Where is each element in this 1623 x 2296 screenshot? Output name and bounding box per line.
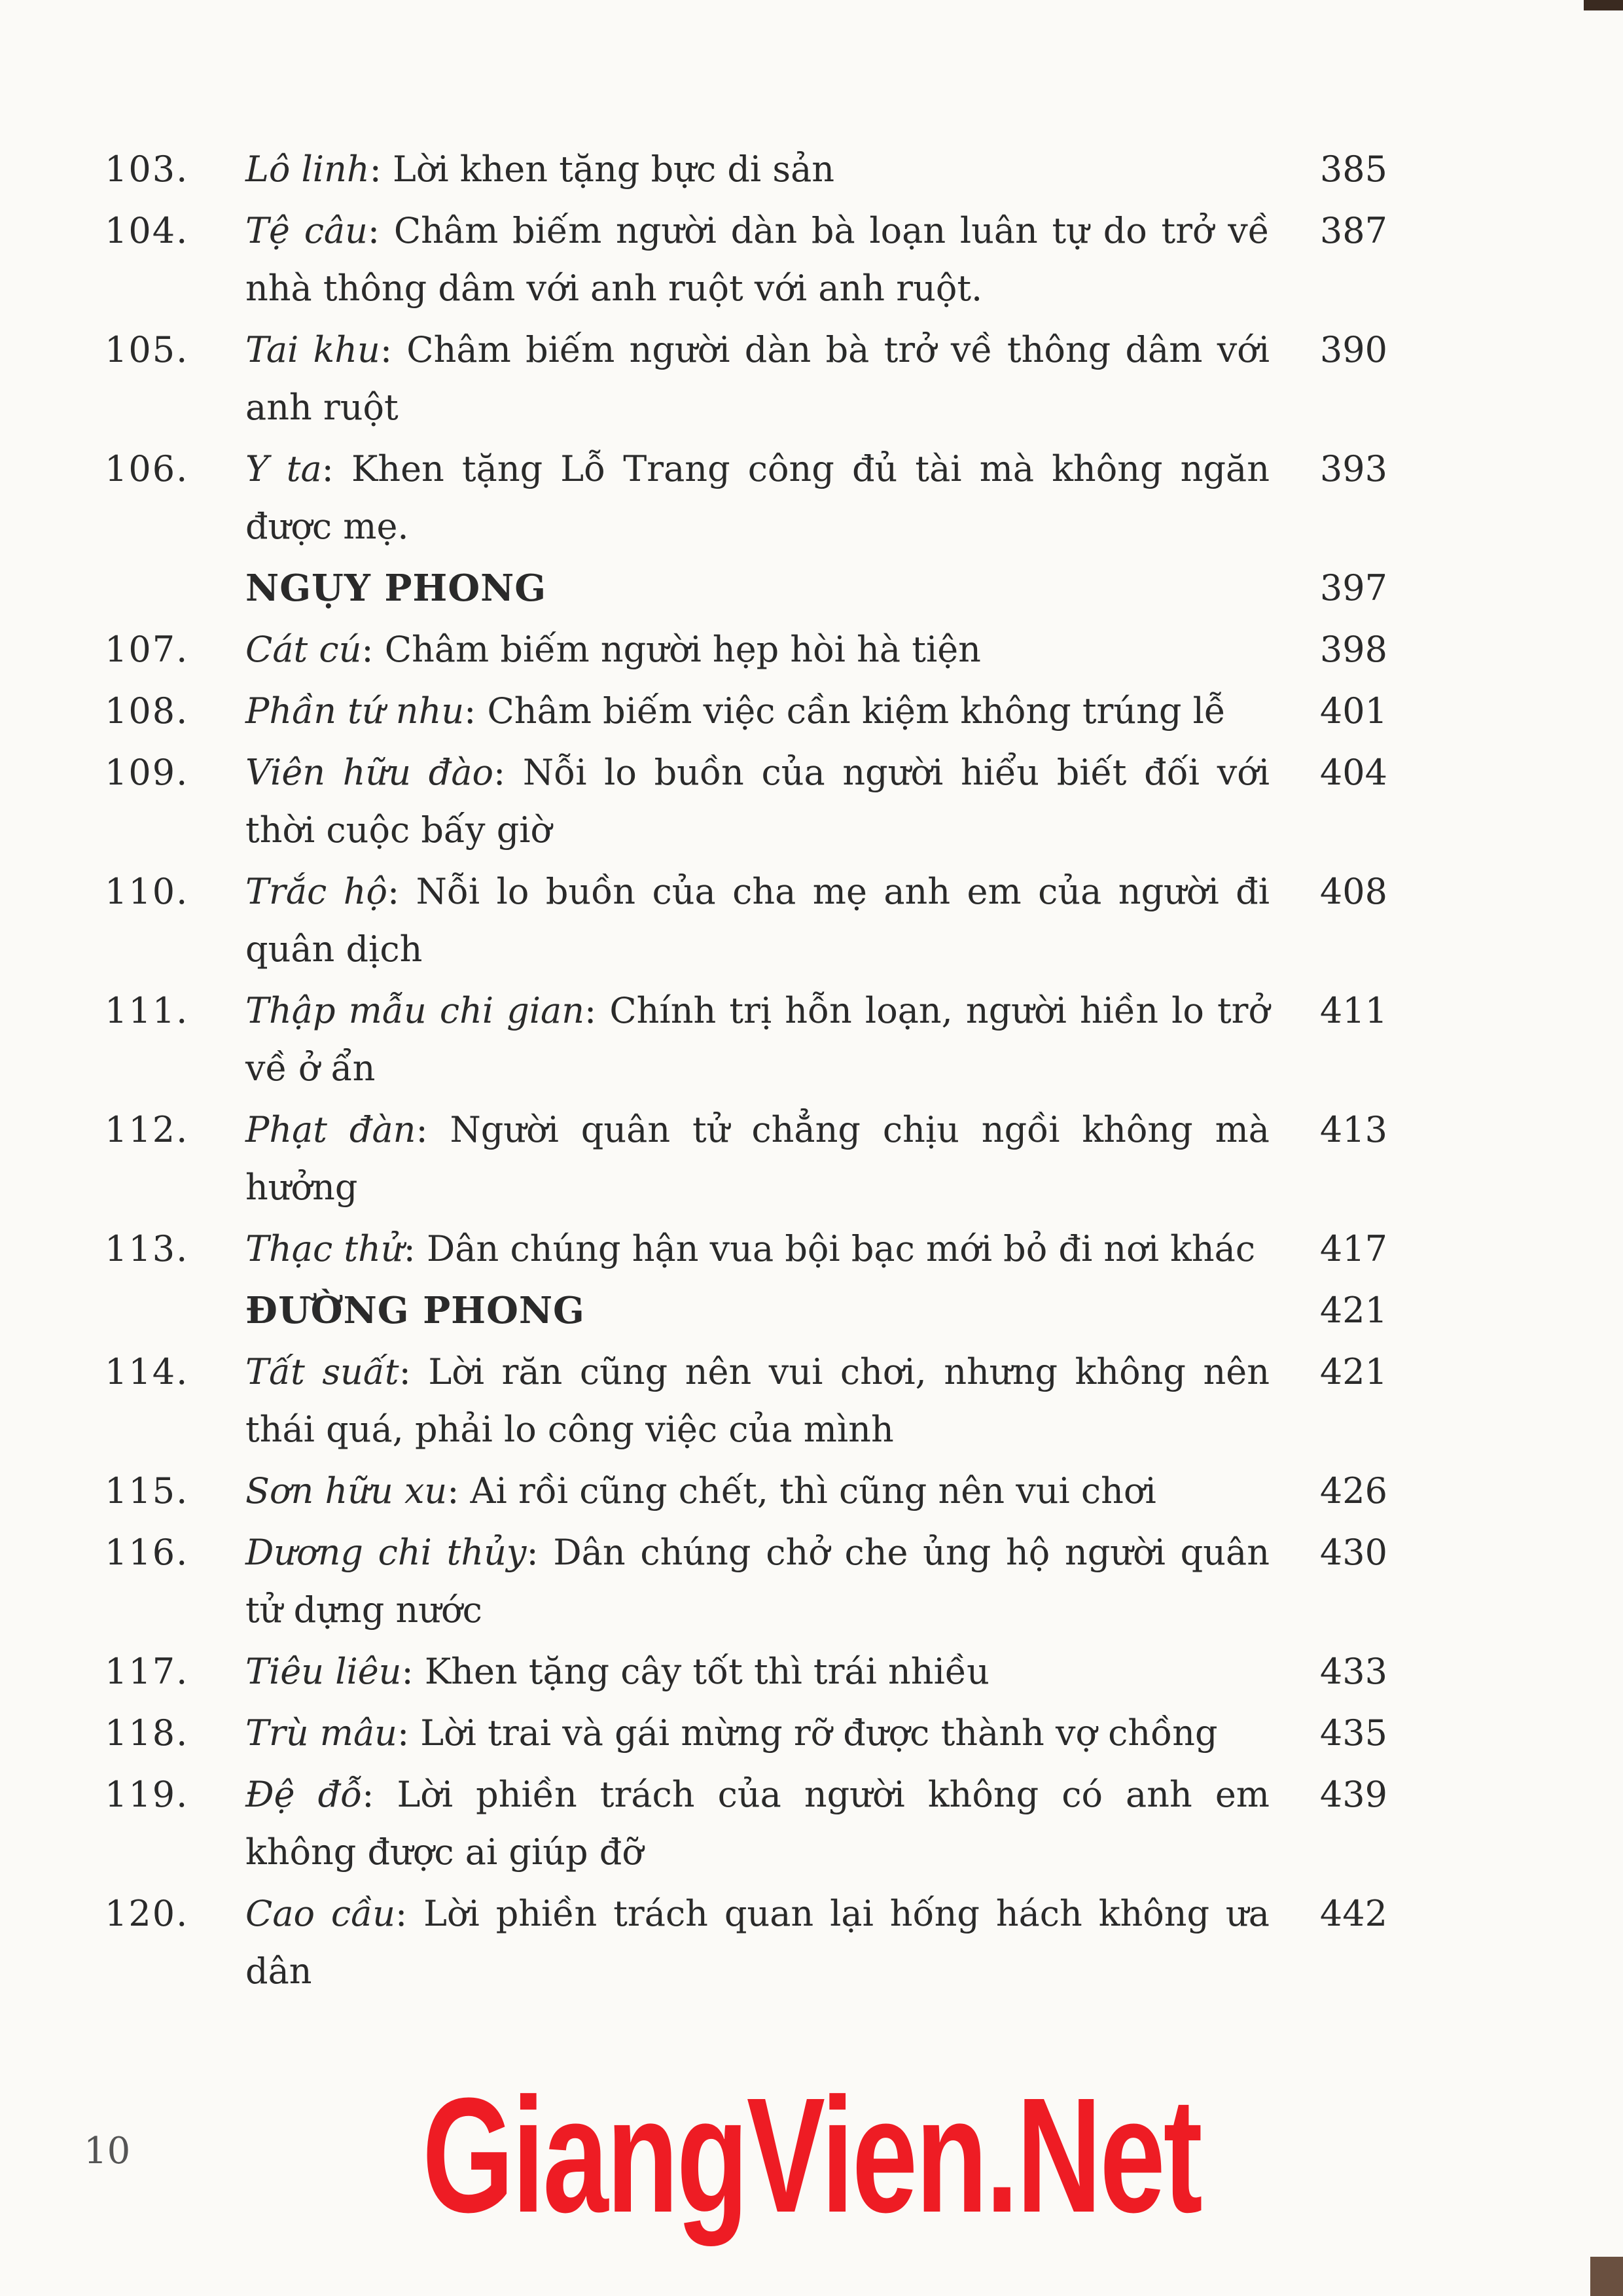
entry-text [245, 321, 1270, 436]
entry-number: 113. [105, 1228, 189, 1269]
entry-page-number: 408 [1319, 871, 1387, 912]
entry-page-number: 387 [1319, 210, 1387, 251]
entry-title: Tai khu [245, 329, 380, 370]
entry-description: : Lời răn cũng nên vui chơi, nhưng không nên thái quá, phải lo công việc của mình [245, 1351, 1270, 1450]
entry-title: Tệ câu [245, 210, 368, 251]
entry-text [245, 982, 1270, 1097]
entry-page-number: 421 [1319, 1351, 1387, 1392]
toc-section-heading [105, 559, 1414, 617]
entry-text [245, 682, 1270, 740]
section-title: ĐƯỜNG PHONG [245, 1289, 585, 1332]
toc-entry [105, 1462, 1414, 1520]
table-of-contents [105, 141, 1414, 2004]
entry-description: : Chính trị hỗn loạn, người hiền lo trở về ở ẩn [245, 990, 1270, 1089]
entry-text [245, 863, 1270, 978]
entry-text [245, 1643, 1270, 1701]
entry-description: : Châm biếm người dàn bà trở về thông dâm với anh ruột [245, 329, 1270, 428]
entry-number: 119. [105, 1774, 189, 1815]
entry-text [245, 440, 1270, 556]
entry-number: 106. [105, 448, 189, 489]
entry-number: 112. [105, 1109, 189, 1150]
entry-text [245, 744, 1270, 859]
watermark: GiangVien.Net [422, 2064, 1201, 2246]
entry-description: : Lời trai và gái mừng rỡ được thành vợ chồng [397, 1712, 1218, 1754]
toc-entry [105, 440, 1414, 556]
entry-title: Cao cầu [245, 1893, 396, 1934]
toc-entry [105, 1704, 1414, 1762]
entry-page-number: 433 [1319, 1651, 1387, 1692]
entry-description: : Khen tặng Lỗ Trang công đủ tài mà không ngăn được mẹ. [245, 448, 1270, 547]
entry-title: Tất suất [245, 1351, 399, 1392]
entry-title: Phạt đàn [245, 1109, 416, 1150]
entry-number: 110. [105, 871, 189, 912]
entry-number: 109. [105, 752, 189, 793]
entry-description: : Lời khen tặng bực di sản [369, 149, 835, 190]
entry-number: 120. [105, 1893, 189, 1934]
toc-entry [105, 863, 1414, 978]
entry-number: 116. [105, 1532, 189, 1573]
entry-title: Lô linh [245, 149, 370, 190]
entry-text [245, 1462, 1270, 1520]
page-edge-mark [1590, 2257, 1623, 2296]
entry-page-number: 430 [1319, 1532, 1387, 1573]
toc-entry [105, 1766, 1414, 1881]
entry-number: 104. [105, 210, 189, 251]
entry-page-number: 417 [1319, 1228, 1387, 1269]
entry-page-number: 439 [1319, 1774, 1387, 1815]
entry-title: Thập mẫu chi gian [245, 990, 585, 1031]
entry-text [245, 202, 1270, 317]
toc-entry [105, 982, 1414, 1097]
toc-entry [105, 621, 1414, 679]
entry-text [245, 1766, 1270, 1881]
entry-description: : Nỗi lo buồn của người hiểu biết đối với thời cuộc bấy giờ [245, 752, 1270, 851]
entry-page-number: 404 [1319, 752, 1387, 793]
toc-entry [105, 744, 1414, 859]
entry-title: Y ta [245, 448, 322, 489]
entry-number: 103. [105, 149, 189, 190]
entry-description: : Dân chúng hận vua bội bạc mới bỏ đi nơi khác [403, 1228, 1256, 1269]
entry-page-number: 385 [1319, 149, 1387, 190]
entry-title: Tiêu liêu [245, 1651, 402, 1692]
entry-number: 107. [105, 629, 189, 670]
toc-section-heading [105, 1282, 1414, 1339]
entry-text [245, 1343, 1270, 1458]
entry-page-number: 413 [1319, 1109, 1387, 1150]
page-edge-mark [1584, 0, 1623, 10]
entry-title: Viên hữu đào [245, 752, 494, 793]
toc-entry [105, 1101, 1414, 1216]
entry-page-number: 411 [1319, 990, 1387, 1031]
entry-description: : Châm biếm người dàn bà loạn luân tự do trở về nhà thông dâm với anh ruột với anh ruột. [245, 210, 1270, 309]
entry-title: Trù mâu [245, 1712, 397, 1754]
entry-page-number: 393 [1319, 448, 1387, 489]
entry-description: : Châm biếm việc cần kiệm không trúng lễ [464, 690, 1226, 732]
entry-page-number: 426 [1319, 1470, 1387, 1511]
entry-number: 114. [105, 1351, 189, 1392]
toc-entry [105, 1220, 1414, 1278]
entry-text [245, 1704, 1270, 1762]
entry-description: : Lời phiền trách của người không có anh em không được ai giúp đỡ [245, 1774, 1270, 1873]
toc-entry [105, 1524, 1414, 1639]
toc-entry [105, 202, 1414, 317]
entry-page-number: 398 [1319, 629, 1387, 670]
entry-title: Đệ đỗ [245, 1774, 363, 1815]
entry-description: : Ai rồi cũng chết, thì cũng nên vui chơi [447, 1470, 1156, 1511]
entry-description: : Khen tặng cây tốt thì trái nhiều [401, 1651, 990, 1692]
entry-description: : Dân chúng chở che ủng hộ người quân tử dựng nước [245, 1532, 1270, 1631]
entry-title: Trắc hộ [245, 871, 387, 912]
entry-page-number: 390 [1319, 329, 1387, 370]
section-title: NGỤY PHONG [245, 567, 547, 610]
entry-text [245, 1101, 1270, 1216]
entry-text [245, 1524, 1270, 1639]
entry-title: Dương chi thủy [245, 1532, 527, 1573]
entry-page-number: 397 [1319, 567, 1387, 609]
entry-number: 117. [105, 1651, 189, 1692]
entry-page-number: 435 [1319, 1712, 1387, 1754]
toc-entry [105, 321, 1414, 436]
toc-entry [105, 1885, 1414, 2000]
footer-page-number: 10 [84, 2130, 131, 2172]
entry-title: Sơn hữu xu [245, 1470, 448, 1511]
entry-page-number: 421 [1319, 1290, 1387, 1331]
entry-description: : Người quân tử chẳng chịu ngồi không mà hưởng [245, 1109, 1270, 1208]
entry-page-number: 442 [1319, 1893, 1387, 1934]
entry-number: 108. [105, 690, 189, 732]
entry-title: Cát cú [245, 629, 362, 670]
entry-description: : Lời phiền trách quan lại hống hách không ưa dân [245, 1893, 1270, 1992]
entry-description: : Nỗi lo buồn của cha mẹ anh em của người đi quân dịch [245, 871, 1270, 970]
entry-number: 118. [105, 1712, 189, 1754]
toc-entry [105, 1343, 1414, 1458]
toc-entry [105, 682, 1414, 740]
entry-title: Phần tứ nhu [245, 690, 465, 732]
entry-text [245, 621, 1270, 679]
toc-entry [105, 141, 1414, 198]
entry-number: 111. [105, 990, 189, 1031]
toc-entry [105, 1643, 1414, 1701]
entry-page-number: 401 [1319, 690, 1387, 732]
entry-text [245, 141, 1270, 198]
entry-title: Thạc thử [245, 1228, 404, 1269]
entry-description: : Châm biếm người hẹp hòi hà tiện [361, 629, 981, 670]
entry-text [245, 1220, 1270, 1278]
entry-text [245, 1885, 1270, 2000]
entry-number: 105. [105, 329, 189, 370]
entry-number: 115. [105, 1470, 189, 1511]
